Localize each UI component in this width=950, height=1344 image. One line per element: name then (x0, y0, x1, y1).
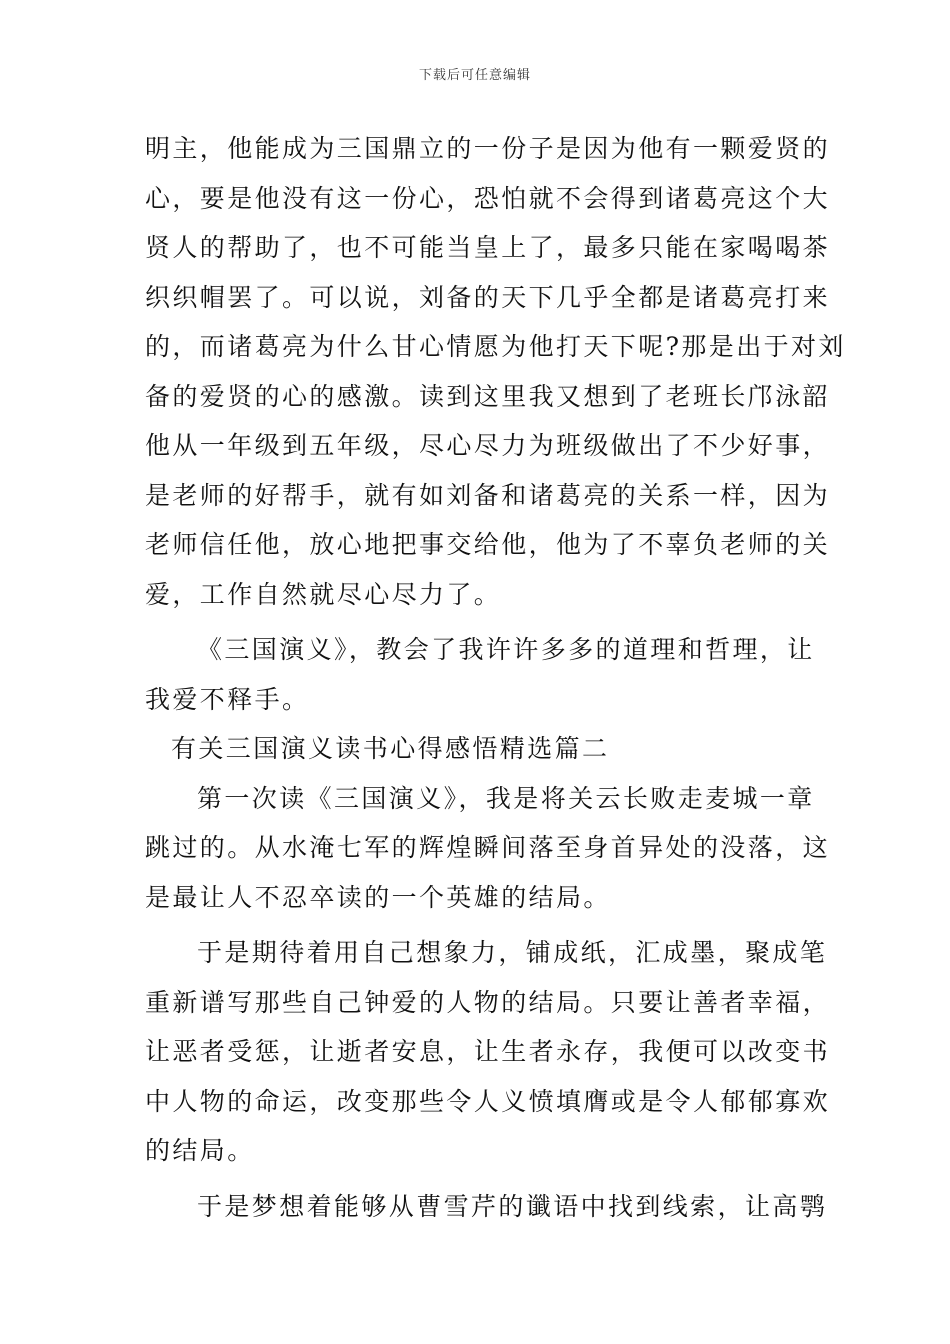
paragraph (145, 774, 831, 923)
paragraph (145, 625, 815, 724)
text-line: 重新谱写那些自己钟爱的人物的结局。只要让善者幸福， (145, 987, 831, 1017)
text-line: 备的爱贤的心的感激。读到这里我又想到了老班长邝泳韶 (145, 381, 831, 411)
text-line: 是老师的好帮手，就有如刘备和诸葛亮的关系一样，因为 (145, 480, 831, 510)
paragraph (145, 928, 831, 1176)
text-line: 第一次读《三国演义》，我是将关云长败走麦城一章 (197, 783, 815, 813)
text-line: 中人物的命运，改变那些令人义愤填膺或是令人郁郁寡欢 (145, 1086, 831, 1116)
paragraph (145, 1182, 828, 1232)
text-line: 心，要是他没有这一份心，恐怕就不会得到诸葛亮这个大 (145, 183, 831, 213)
text-line: 织织帽罢了。可以说，刘备的天下几乎全都是诸葛亮打来 (145, 282, 831, 312)
text-line: 贤人的帮助了，也不可能当皇上了，最多只能在家喝喝茶 (145, 233, 831, 262)
text-line: 《三国演义》，教会了我许许多多的道理和哲理，让 (197, 635, 815, 664)
section-heading (145, 724, 810, 774)
text-line: 他从一年级到五年级，尽心尽力为班级做出了不少好事， (145, 431, 831, 460)
page-header: 下载后可任意编辑 (418, 68, 531, 83)
text-line: 爱，工作自然就尽心尽力了。 (145, 579, 502, 609)
text-line: 明主，他能成为三国鼎立的一份子是因为他有一颗爱贤的 (145, 134, 831, 163)
text-line: 老师信任他，放心地把事交给他，他为了不辜负老师的关 (145, 530, 831, 559)
section-heading-text: 有关三国演义读书心得感悟精选篇二 (171, 734, 610, 763)
text-line: 跳过的。从水淹七军的辉煌瞬间落至身首异处的没落，这 (145, 833, 831, 862)
paragraph (145, 124, 846, 619)
document-body (145, 124, 846, 1231)
text-line: 我爱不释手。 (145, 684, 310, 714)
text-line: 于是梦想着能够从曹雪芹的谶语中找到线索，让高鹗 (197, 1191, 828, 1221)
text-line: 是最让人不忍卒读的一个英雄的结局。 (145, 882, 611, 912)
text-line: 的结局。 (145, 1136, 255, 1165)
text-line: 于是期待着用自己想象力，铺成纸，汇成墨，聚成笔 (197, 938, 828, 967)
text-line: 的，而诸葛亮为什么甘心情愿为他打天下呢?那是出于对刘 (145, 332, 846, 361)
text-line: 让恶者受惩，让逝者安息，让生者永存，我便可以改变书 (145, 1037, 831, 1066)
